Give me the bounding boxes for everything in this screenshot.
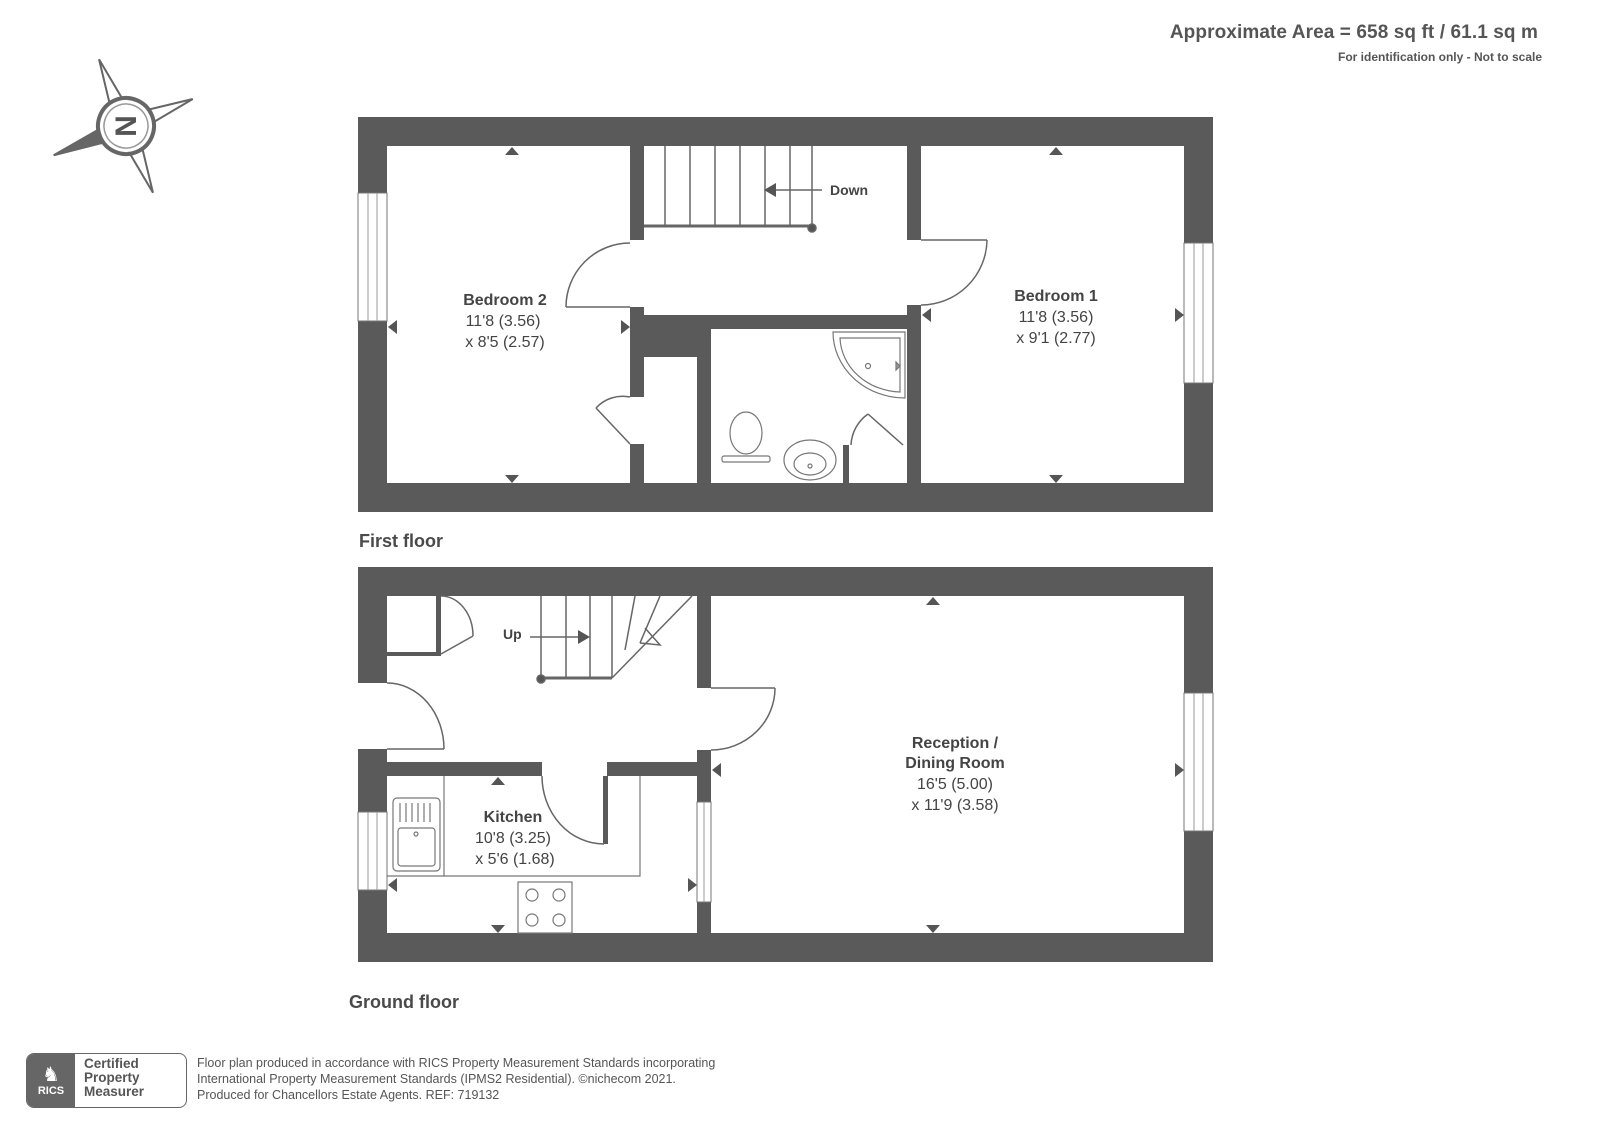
- room-dim-kitchen-2: x 5'6 (1.68): [475, 851, 555, 868]
- first-floor-label: First floor: [359, 531, 443, 551]
- footer-line3: Produced for Chancellors Estate Agents. REF: 719132: [197, 1088, 500, 1102]
- rics-text: [75, 1054, 186, 1107]
- gf-wall-hall-right: [697, 596, 711, 688]
- gf-window-kitchen: [358, 812, 387, 890]
- rics-short: RICS: [37, 1084, 65, 1097]
- gf-stairs-label: Up: [503, 626, 522, 642]
- gf-window-right: [1184, 693, 1213, 831]
- rics-crest-icon: ♞: [42, 1063, 60, 1086]
- ff-window-right: [1184, 243, 1213, 383]
- rics-line3: Measurer: [84, 1084, 145, 1099]
- scale-note: For identification only - Not to scale: [1337, 50, 1542, 64]
- ground-floor-plan: [349, 567, 1213, 1012]
- ff-window-left: [358, 193, 387, 321]
- ff-wall-landing: [644, 315, 921, 329]
- approximate-area: Approximate Area = 658 sq ft / 61.1 sq m: [1169, 22, 1538, 43]
- room-dim-bedroom1-2: x 9'1 (2.77): [1016, 330, 1096, 347]
- compass-rose-icon: [27, 32, 220, 222]
- ff-wall-bed2-right: [630, 307, 644, 483]
- gf-wall-kitchen-top: [387, 762, 542, 776]
- room-name-reception: Reception /: [911, 735, 999, 752]
- footer-credits: [197, 1055, 715, 1103]
- room-dim-bedroom2-2: x 8'5 (2.57): [465, 334, 545, 351]
- ff-stairs-label: Down: [830, 182, 869, 198]
- footer-line1: Floor plan produced in accordance with RICS Property Measurement Standards incorporating: [197, 1056, 716, 1070]
- room-name-bedroom2: Bedroom 2: [463, 292, 547, 309]
- rics-line1: Certified: [84, 1056, 139, 1071]
- rics-certified-logo: [26, 1053, 187, 1108]
- compass-north-letter: N: [110, 115, 143, 137]
- room-dim-bedroom1-1: 11'8 (3.56): [1018, 309, 1094, 326]
- rics-crest: [27, 1054, 75, 1107]
- room-name-kitchen: Kitchen: [483, 809, 543, 826]
- ff-wall-bed1-left: [907, 305, 921, 483]
- room-dim-bedroom2-1: 11'8 (3.56): [465, 313, 541, 330]
- room-dim-reception-1: 16'5 (5.00): [917, 776, 993, 793]
- footer-line2: International Property Measurement Standards (IPMS2 Residential). ©nichecom 2021.: [197, 1072, 676, 1086]
- room-dim-kitchen-1: 10'8 (3.25): [475, 830, 551, 847]
- rics-line2: Property: [84, 1070, 140, 1085]
- room-name-bedroom1: Bedroom 1: [1014, 288, 1098, 305]
- room-dim-reception-2: x 11'9 (3.58): [911, 797, 999, 814]
- ground-floor-label: Ground floor: [349, 992, 459, 1012]
- room-name-dining: Dining Room: [905, 755, 1005, 772]
- first-floor-plan: [358, 117, 1213, 551]
